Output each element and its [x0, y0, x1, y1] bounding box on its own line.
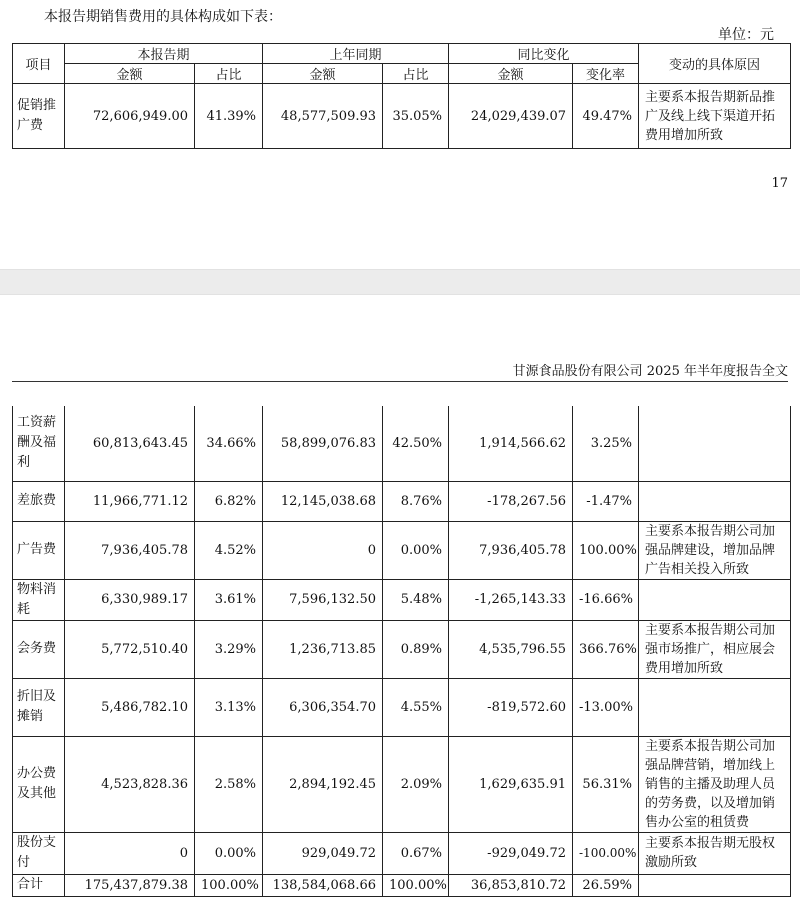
row-reason: [639, 678, 791, 736]
row-change-rate: -16.66%: [573, 579, 639, 620]
row-change-rate: 56.31%: [573, 736, 639, 832]
row-prior-share: 2.09%: [383, 736, 449, 832]
row-change-rate: 3.25%: [573, 406, 639, 481]
header-current-period: 本报告期: [65, 44, 263, 64]
row-item: 广告费: [13, 521, 65, 579]
row-cur-share: 4.52%: [195, 521, 263, 579]
row-cur-share: 100.00%: [195, 874, 263, 896]
row-item: 促销推广费: [13, 84, 65, 149]
row-prior-share: 0.00%: [383, 521, 449, 579]
row-change-amount: 4,535,796.55: [449, 620, 573, 678]
table-row: [13, 620, 791, 678]
subheader-change-amount: 金额: [449, 64, 573, 84]
header-prior-period: 上年同期: [263, 44, 449, 64]
table-row: [13, 84, 791, 149]
row-change-amount: 24,029,439.07: [449, 84, 573, 149]
page-break: [0, 269, 800, 295]
row-cur-share: 2.58%: [195, 736, 263, 832]
row-reason: [639, 481, 791, 521]
page-number: 17: [771, 176, 788, 191]
row-reason: 主要系本报告期公司加强品牌建设，增加品牌广告相关投入所致: [639, 521, 791, 579]
row-prior-amount: 6,306,354.70: [263, 678, 383, 736]
unit-label: 单位：元: [718, 27, 774, 43]
row-cur-amount: 175,437,879.38: [65, 874, 195, 896]
row-cur-share: 34.66%: [195, 406, 263, 481]
row-item: 股份支付: [13, 832, 65, 874]
table-row: [13, 579, 791, 620]
header-reason: 变动的具体原因: [639, 44, 791, 84]
table-row: [13, 481, 791, 521]
row-reason: 主要系本报告期公司加强品牌营销，增加线上销售的主播及助理人员的劳务费，以及增加销售办公室的租赁费: [639, 736, 791, 832]
header-yoy-change: 同比变化: [449, 44, 639, 64]
row-change-amount: 1,914,566.62: [449, 406, 573, 481]
row-cur-share: 3.13%: [195, 678, 263, 736]
row-prior-share: 100.00%: [383, 874, 449, 896]
row-change-amount: -929,049.72: [449, 832, 573, 874]
row-change-rate: -100.00%: [573, 832, 639, 874]
row-change-rate: -13.00%: [573, 678, 639, 736]
row-prior-amount: 58,899,076.83: [263, 406, 383, 481]
subheader-prior-share: 占比: [383, 64, 449, 84]
row-change-rate: 366.76%: [573, 620, 639, 678]
row-prior-amount: 1,236,713.85: [263, 620, 383, 678]
row-change-rate: 49.47%: [573, 84, 639, 149]
table-row: [13, 406, 791, 481]
row-change-amount: -1,265,143.33: [449, 579, 573, 620]
row-prior-share: 0.89%: [383, 620, 449, 678]
row-change-rate: 26.59%: [573, 874, 639, 896]
row-cur-amount: 5,486,782.10: [65, 678, 195, 736]
row-item: 会务费: [13, 620, 65, 678]
row-prior-share: 0.67%: [383, 832, 449, 874]
row-change-rate: 100.00%: [573, 521, 639, 579]
row-prior-amount: 48,577,509.93: [263, 84, 383, 149]
row-reason: 主要系本报告期新品推广及线上线下渠道开拓费用增加所致: [639, 84, 791, 149]
subheader-prior-amount: 金额: [263, 64, 383, 84]
row-change-amount: -819,572.60: [449, 678, 573, 736]
row-prior-amount: 929,049.72: [263, 832, 383, 874]
row-reason: 主要系本报告期公司加强市场推广，相应展会费用增加所致: [639, 620, 791, 678]
expense-table-top: [12, 43, 791, 149]
row-cur-amount: 5,772,510.40: [65, 620, 195, 678]
row-prior-amount: 12,145,038.68: [263, 481, 383, 521]
expense-table-continued: [12, 406, 791, 897]
row-cur-share: 0.00%: [195, 832, 263, 874]
row-prior-share: 4.55%: [383, 678, 449, 736]
row-cur-amount: 0: [65, 832, 195, 874]
row-cur-amount: 6,330,989.17: [65, 579, 195, 620]
row-prior-share: 35.05%: [383, 84, 449, 149]
row-prior-share: 42.50%: [383, 406, 449, 481]
row-cur-amount: 4,523,828.36: [65, 736, 195, 832]
row-prior-amount: 138,584,068.66: [263, 874, 383, 896]
row-change-amount: 7,936,405.78: [449, 521, 573, 579]
row-change-rate: -1.47%: [573, 481, 639, 521]
table-row: [13, 521, 791, 579]
subheader-change-rate: 变化率: [573, 64, 639, 84]
table-row: [13, 736, 791, 832]
row-cur-share: 6.82%: [195, 481, 263, 521]
row-prior-amount: 7,596,132.50: [263, 579, 383, 620]
row-cur-amount: 11,966,771.12: [65, 481, 195, 521]
row-cur-share: 41.39%: [195, 84, 263, 149]
row-change-amount: 1,629,635.91: [449, 736, 573, 832]
header-item: 项目: [13, 44, 65, 84]
row-change-amount: 36,853,810.72: [449, 874, 573, 896]
header-rule: [12, 381, 788, 382]
row-cur-amount: 60,813,643.45: [65, 406, 195, 481]
row-item: 差旅费: [13, 481, 65, 521]
subheader-cur-share: 占比: [195, 64, 263, 84]
row-cur-share: 3.61%: [195, 579, 263, 620]
row-item: 办公费及其他: [13, 736, 65, 832]
intro-text: 本报告期销售费用的具体构成如下表：: [44, 9, 282, 25]
row-reason: [639, 406, 791, 481]
subheader-cur-amount: 金额: [65, 64, 195, 84]
row-cur-share: 3.29%: [195, 620, 263, 678]
row-item: 物料消耗: [13, 579, 65, 620]
row-change-amount: -178,267.56: [449, 481, 573, 521]
row-item: 合计: [13, 874, 65, 896]
table-row: [13, 678, 791, 736]
row-reason: [639, 579, 791, 620]
table-row: [13, 832, 791, 874]
row-prior-amount: 0: [263, 521, 383, 579]
row-item: 折旧及摊销: [13, 678, 65, 736]
row-cur-amount: 7,936,405.78: [65, 521, 195, 579]
row-prior-share: 5.48%: [383, 579, 449, 620]
row-cur-amount: 72,606,949.00: [65, 84, 195, 149]
row-prior-share: 8.76%: [383, 481, 449, 521]
row-item: 工资薪酬及福利: [13, 406, 65, 481]
row-reason: 主要系本报告期无股权激励所致: [639, 832, 791, 874]
row-prior-amount: 2,894,192.45: [263, 736, 383, 832]
running-header: 甘源食品股份有限公司 2025 年半年度报告全文: [512, 364, 788, 379]
